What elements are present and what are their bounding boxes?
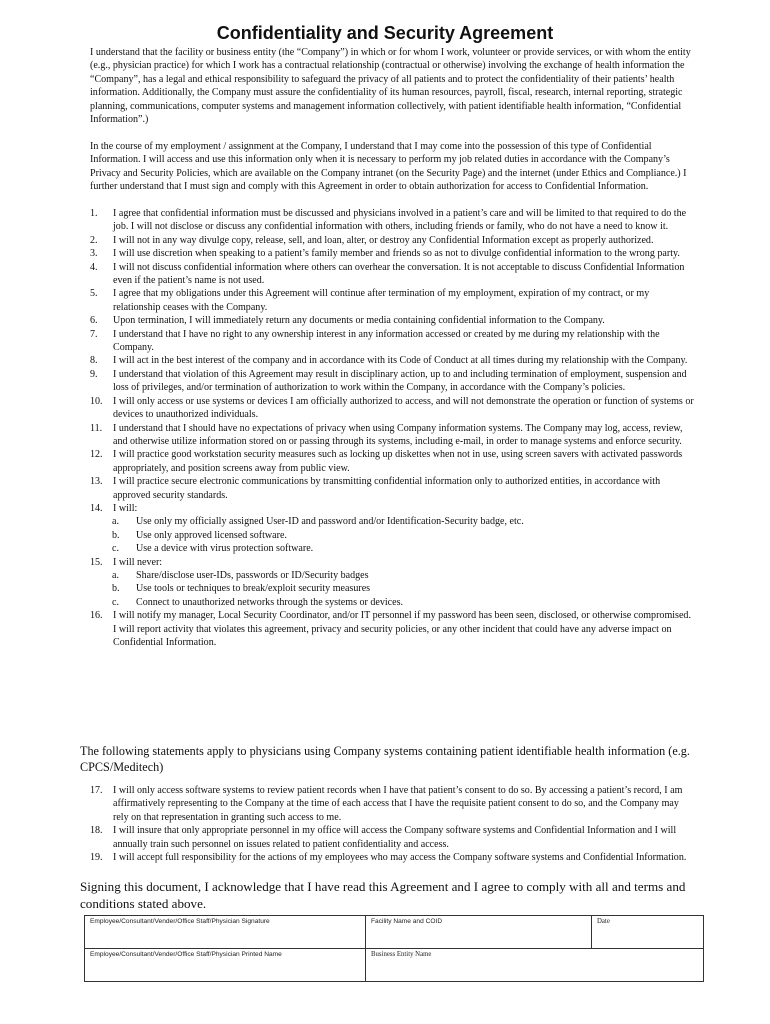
item-number: 15. bbox=[90, 556, 103, 568]
item-number: 9. bbox=[90, 368, 98, 380]
sub-list-item bbox=[90, 582, 695, 595]
business-entity-field[interactable] bbox=[366, 949, 704, 982]
list-item bbox=[90, 609, 695, 649]
item-text: I understand that I have no right to any ownership interest in any information accessed or created by me during my relationship with the Company. bbox=[113, 328, 660, 354]
item-text: I agree that confidential information must be discussed and physicians involved in a patient’s care and will be limited to that required to do the job. I will not disclose or discuss any confidential information with others, including friends or family, who do not have a need to know it. bbox=[113, 208, 687, 233]
item-text: I will insure that only appropriate personnel in my office will access the Company software systems and Confidential Information and I will annually train such personnel on issues related to patient confidentiality and access. bbox=[113, 825, 677, 850]
physician-items-list bbox=[90, 784, 695, 864]
list-item bbox=[90, 448, 695, 475]
item-text: I will not discuss confidential information where others can overhear the conversation. It is not acceptable to discuss Confidential Information even if the patient’s name is not used. bbox=[113, 261, 685, 287]
sub-list-item bbox=[90, 529, 695, 542]
item-text: I agree that my obligations under this Agreement will continue after termination of my employment, expiration of my contract, or my relationship ceases with the Company. bbox=[113, 288, 650, 313]
list-item bbox=[90, 475, 695, 502]
item-text: Upon termination, I will immediately return any documents or media containing confidential information to the Company. bbox=[113, 315, 605, 327]
list-item bbox=[90, 314, 695, 327]
item-text: I will act in the best interest of the company and in accordance with its Code of Conduct at all times during my relationship with the Company. bbox=[113, 355, 688, 367]
date-field[interactable] bbox=[592, 916, 704, 949]
sub-item-text: Connect to unauthorized networks through the systems or devices. bbox=[136, 596, 404, 608]
sub-item-text: Use a device with virus protection software. bbox=[136, 543, 314, 555]
item-text: I understand that violation of this Agreement may result in disciplinary action, up to and including termination of employment, suspension and loss of privileges, and/or termination of authorization to work within the Company, in accordance with the Company’s policies. bbox=[113, 368, 687, 394]
item-text: I will practice good workstation security measures such as locking up diskettes when not in use, using screen savers with activated passwords appropriately, and position screens away from public view. bbox=[113, 449, 683, 474]
document-title: Confidentiality and Security Agreement bbox=[216, 23, 554, 43]
list-item bbox=[90, 422, 695, 449]
sub-item-text: Use tools or techniques to break/exploit security measures bbox=[136, 583, 371, 595]
item-text: I will accept full responsibility for the actions of my employees who may access the Company software systems and Confidential Information. bbox=[113, 852, 687, 864]
item-number: 10. bbox=[90, 395, 103, 407]
signature-label: Employee/Consultant/Vender/Office Staff/Physician Signature bbox=[90, 918, 270, 925]
list-item bbox=[90, 556, 695, 569]
sub-item-letter: c. bbox=[112, 543, 119, 555]
facility-label: Facility Name and COID bbox=[371, 918, 443, 925]
item-number: 1. bbox=[90, 208, 98, 219]
sub-list-item bbox=[90, 515, 695, 528]
intro-paragraph-2: In the course of my employment / assignment at the Company, I understand that I may come into the possession of this type of Confidential Information. I will access and use this information only when it is necessary to perform my job related duties in accordance with the Company’s Privacy and Security Policies, which are available on the Company intranet (on the Security Page) and the internet (under Ethics and Compliance.) I further understand that I must sign and comply with this Agreement in order to obtain authorization for access to Confidential Information. bbox=[90, 141, 687, 193]
sub-item-text: Use only my officially assigned User-ID and password and/or Identification-Security badge, etc. bbox=[136, 516, 524, 528]
item-number: 6. bbox=[90, 315, 98, 327]
item-number: 18. bbox=[90, 825, 103, 837]
list-item bbox=[90, 234, 695, 247]
item-number: 7. bbox=[90, 328, 98, 340]
item-text: I will use discretion when speaking to a patient’s family member and friends so as not to divulge confidential information to the wrong party. bbox=[113, 248, 680, 260]
date-label: Date bbox=[597, 918, 610, 925]
facility-field[interactable] bbox=[366, 916, 592, 949]
business-entity-label: Business Entity Name bbox=[371, 951, 432, 958]
sub-list-item bbox=[90, 596, 695, 609]
list-item bbox=[90, 287, 695, 314]
signature-field[interactable] bbox=[85, 916, 366, 949]
sub-item-letter: a. bbox=[112, 516, 119, 528]
item-number: 16. bbox=[90, 610, 103, 622]
item-text: I will notify my manager, Local Security Coordinator, and/or IT personnel if my password has been seen, disclosed, or otherwise compromised. I will report activity that violates this agreement, privacy and security policies, or any other incident that could have any adverse impact on Confidential Information. bbox=[113, 610, 691, 648]
item-number: 14. bbox=[90, 502, 103, 514]
agreement-items-list bbox=[90, 207, 695, 649]
list-item bbox=[90, 247, 695, 260]
item-number: 12. bbox=[90, 449, 103, 461]
list-item bbox=[90, 851, 695, 864]
list-item bbox=[90, 824, 695, 851]
list-item bbox=[90, 261, 695, 288]
signature-table bbox=[84, 915, 704, 982]
item-number: 17. bbox=[90, 785, 103, 796]
printed-name-label: Employee/Consultant/Vender/Office Staff/Physician Printed Name bbox=[90, 951, 282, 958]
item-text: I will never: bbox=[113, 556, 163, 568]
item-number: 8. bbox=[90, 355, 98, 367]
item-number: 2. bbox=[90, 234, 98, 246]
sub-list-item bbox=[90, 542, 695, 555]
list-item bbox=[90, 502, 695, 515]
item-text: I will only access software systems to review patient records when I have that patient’s consent to do so. By accessing a patient’s record, I am affirmatively representing to the Company at the time of each access that I have the requisite patient consent to do so, and the Company may rely on that representation in granting such access to me. bbox=[113, 785, 683, 823]
sub-item-text: Use only approved licensed software. bbox=[136, 529, 287, 541]
item-text: I will: bbox=[113, 502, 138, 514]
item-number: 13. bbox=[90, 476, 103, 488]
list-item bbox=[90, 328, 695, 355]
item-number: 11. bbox=[90, 422, 103, 434]
list-item bbox=[90, 207, 695, 234]
printed-name-field[interactable] bbox=[85, 949, 366, 982]
sub-item-letter: b. bbox=[112, 529, 120, 541]
list-item bbox=[90, 368, 695, 395]
item-number: 19. bbox=[90, 852, 103, 864]
sub-item-letter: c. bbox=[112, 596, 119, 608]
item-text: I will only access or use systems or devices I am officially authorized to access, and will not demonstrate the operation or function of systems or devices to unauthorized individuals. bbox=[113, 395, 694, 421]
intro-paragraph-1: I understand that the facility or business entity (the “Company”) in which or for whom I work, volunteer or provide services, or with whom the entity (e.g., physician practice) for which I work has a contractual relationship (contractual or otherwise) involving the exchange of health information the “Company”, has a legal and ethical responsibility to safeguard the privacy of all patients and to protect the confidentiality of their patients’ health information. Additionally, the Company must assure the confidentiality of its human resources, payroll, fiscal, research, internal reporting, strategic planning, communications, computer systems and management information collectively, with patient identifiable health information, “Confidential Information”.) bbox=[90, 47, 691, 126]
item-text: I will not in any way divulge copy, release, sell, and loan, alter, or destroy any Confidential Information except as properly authorized. bbox=[113, 234, 654, 246]
sub-list-item bbox=[90, 569, 695, 582]
item-text: I understand that I should have no expectations of privacy when using Company information systems. The Company may log, access, review, and otherwise utilize information stored on or passing through its systems, including e-mail, in order to manage systems and enforce security. bbox=[113, 422, 683, 447]
list-item bbox=[90, 354, 695, 367]
list-item bbox=[90, 395, 695, 422]
item-number: 4. bbox=[90, 261, 98, 273]
sub-item-letter: a. bbox=[112, 569, 119, 581]
physician-heading: The following statements apply to physicians using Company systems containing patient identifiable health information (e.g. CPCS/Meditech) bbox=[80, 744, 690, 774]
sub-item-letter: b. bbox=[112, 583, 120, 595]
item-number: 3. bbox=[90, 248, 98, 260]
signing-statement: Signing this document, I acknowledge that I have read this Agreement and I agree to comply with all and terms and conditions stated above. bbox=[80, 879, 686, 911]
list-item bbox=[90, 784, 695, 824]
sub-item-text: Share/disclose user-IDs, passwords or ID/Security badges bbox=[136, 569, 369, 581]
item-number: 5. bbox=[90, 288, 98, 300]
item-text: I will practice secure electronic communications by transmitting confidential information only to authorized entities, in accordance with approved security standards. bbox=[113, 476, 661, 501]
